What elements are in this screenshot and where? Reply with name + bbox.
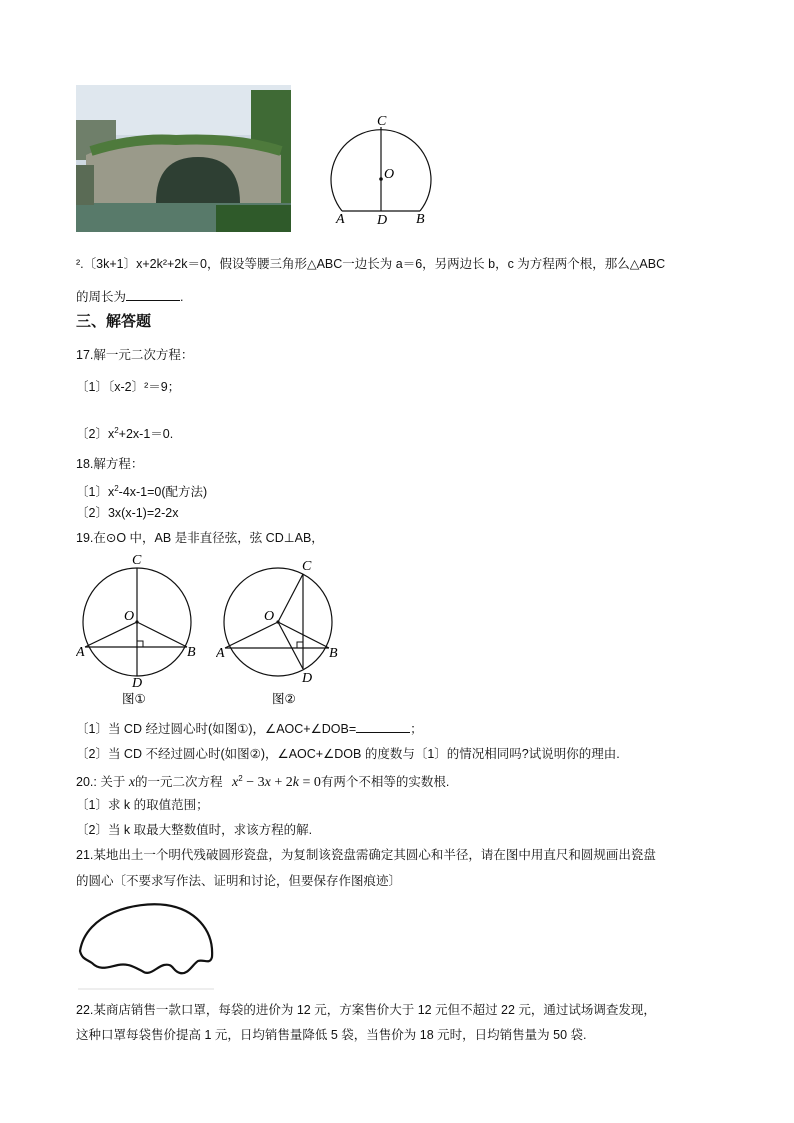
fig1-label-c: C — [132, 553, 142, 568]
q20-part2: 〔2〕当 k 取最大整数值时，求该方程的解. — [76, 823, 313, 837]
q20-part1: 〔1〕求 k 的取值范围； — [76, 798, 209, 812]
fig2-label-c: C — [302, 559, 312, 574]
fig1-label-d: D — [132, 676, 143, 691]
fig1-label-b: B — [187, 645, 196, 660]
label-b: B — [416, 212, 425, 227]
q18-title: 18.解方程： — [76, 457, 144, 471]
fig2-label-o: O — [264, 609, 275, 624]
answer-blank[interactable] — [126, 289, 180, 301]
arch-bridge-photo — [76, 85, 291, 232]
fig2-label-b: B — [329, 646, 338, 661]
broken-plate-figure — [76, 893, 216, 993]
q16-line1: ².〔3k+1〕x+2k²+2k＝0，假设等腰三角形△ABC一边长为 a＝6，另两边长 b，c 为方程两个根，那么△ABC — [76, 257, 666, 271]
section-title: 三、解答题 — [76, 313, 152, 330]
fig2-label-d: D — [302, 671, 313, 686]
label-a: A — [336, 212, 345, 227]
label-c: C — [377, 114, 387, 129]
q19-title: 19.在⊙O 中，AB 是非直径弦，弦 CD⊥AB， — [76, 531, 324, 545]
q18-part1: 〔1〕$x^2-4x-1=0$(配方法) — [76, 484, 208, 500]
fig2-caption: 图② — [272, 692, 296, 706]
q17-title: 17.解一元二次方程： — [76, 348, 194, 362]
q20-stem: 20.: 关于 x的一元二次方程 $x^2 - 3x + 2k = 0$有两个不相等的实数根. — [76, 774, 450, 791]
q19-figure-1 — [76, 550, 202, 710]
angle-answer-blank[interactable] — [356, 721, 410, 733]
q18-part2: 〔2〕3x(x-1)=2-2x — [76, 506, 179, 520]
fig1-caption: 图① — [122, 692, 146, 706]
q22-line2: 这种口罩每袋售价提高 1 元，日均销售量降低 5 袋，当售价为 18 元时，日均销售量为 50 袋. — [76, 1028, 587, 1042]
fig2-label-a: A — [216, 646, 225, 661]
arch-diagram — [330, 112, 440, 230]
q17-part2: 〔2〕$x^2+2x-1=0$. — [76, 426, 174, 442]
q16-line2: 的周长为 . — [76, 290, 184, 304]
q19-figure-2 — [216, 550, 342, 710]
q19-part2: 〔2〕当 CD 不经过圆心时(如图②)，∠AOC+∠DOB 的度数与〔1〕的情况相同吗?试说明你的理由. — [76, 747, 620, 761]
q21-line1: 21.某地出土一个明代残破圆形瓷盘，为复制该瓷盘需确定其圆心和半径，请在图中用直尺和圆规画出瓷盘 — [76, 848, 656, 862]
q22-line1: 22.某商店销售一款口罩，每袋的进价为 12 元，方案售价大于 12 元但不超过 22 元，通过试场调查发现， — [76, 1003, 656, 1017]
label-o: O — [384, 167, 395, 182]
label-d: D — [377, 213, 388, 228]
fig1-label-o: O — [124, 609, 135, 624]
q21-line2: 的圆心〔不要求写作法、证明和讨论，但要保存作图痕迹〕 — [76, 874, 402, 888]
q19-part1: 〔1〕当 CD 经过圆心时(如图①)，∠AOC+∠DOB= ； — [76, 722, 423, 736]
fig1-label-a: A — [76, 645, 85, 660]
q17-part1: 〔1〕〔x-2〕²＝9； — [76, 380, 181, 394]
